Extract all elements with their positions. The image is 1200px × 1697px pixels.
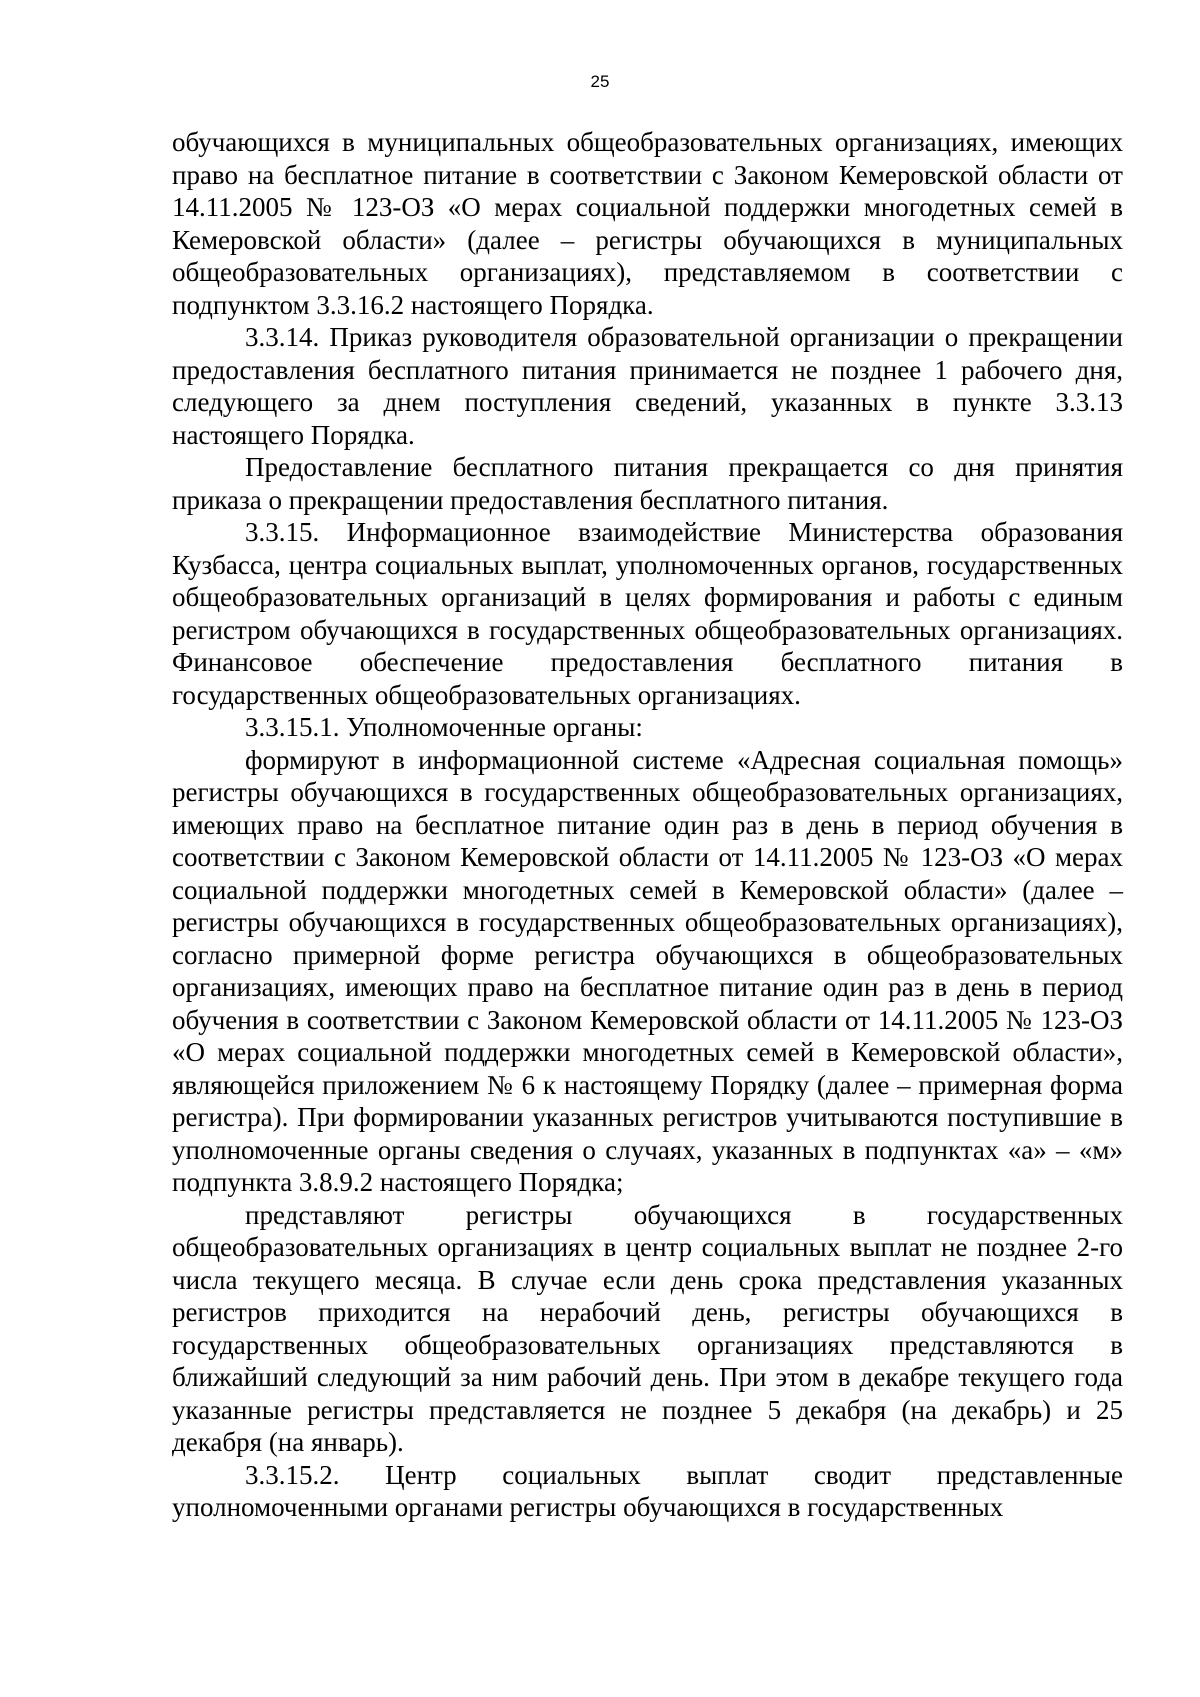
paragraph-3-3-15-1: 3.3.15.1. Уполномоченные органы: [245, 712, 643, 742]
document-body [172, 126, 1123, 1524]
paragraph-3-3-14: 3.3.14. Приказ руководителя образовательной организации о прекращении предоставления бесплатного питания принимается не позднее 1 рабочего дня, следующего за днем поступления сведений, указанных в пункте 3.3.13 настоящего Порядка. [172, 322, 1123, 450]
paragraph-continuation: обучающихся в муниципальных общеобразовательных организациях, имеющих право на бесплатное питание в соответствии с Законом Кемеровской области от 14.11.2005 № 123-ОЗ «О мерах социальной поддержки многодетных семей в Кемеровской области» (далее – регистры обучающихся в муниципальных общеобразовательных организациях), представляемом в соответствии с подпунктом 3.3.16.2 настоящего Порядка. [172, 127, 1123, 320]
paragraph-3-3-15: 3.3.15. Информационное взаимодействие Министерства образования Кузбасса, центра социальных выплат, уполномоченных органов, государственных общеобразовательных организаций в целях формирования и работы с единым регистром обучающихся в государственных общеобразовательных организациях. Финансовое обеспечение предоставления бесплатного питания в государственных общеобразовательных организациях. [172, 517, 1123, 710]
paragraph-form-registers: формируют в информационной системе «Адресная социальная помощь» регистры обучающихся в государственных общеобразовательных организациях, имеющих право на бесплатное питание один раз в день в период обучения в соответствии с Законом Кемеровской области от 14.11.2005 № 123-ОЗ «О мерах социальной поддержки многодетных семей в Кемеровской области» (далее – регистры обучающихся в государственных общеобразовательных организациях), согласно примерной форме регистра обучающихся в общеобразовательных организациях, имеющих право на бесплатное питание один раз в день в период обучения в соответствии с Законом Кемеровской области от 14.11.2005 № 123-ОЗ «О мерах социальной поддержки многодетных семей в Кемеровской области», являющейся приложением № 6 к настоящему Порядку (далее – примерная форма регистра). При формировании указанных регистров учитываются поступившие в уполномоченные органы сведения о случаях, указанных в подпунктах «а» – «м» подпункта 3.8.9.2 настоящего Порядка; [172, 744, 1123, 1197]
paragraph-submit-registers: представляют регистры обучающихся в государственных общеобразовательных организациях в центр социальных выплат не позднее 2-го числа текущего месяца. В случае если день срока представления указанных регистров приходится на нерабочий день, регистры обучающихся в государственных общеобразовательных организациях представляются в ближайший следующий за ним рабочий день. При этом в декабре текущего года указанные регистры представляется не позднее 5 декабря (на декабрь) и 25 декабря (на январь). [172, 1199, 1123, 1457]
paragraph-3-3-15-2: 3.3.15.2. Центр социальных выплат сводит представленные уполномоченными органами регистры обучающихся в государственных [172, 1459, 1123, 1522]
page-number: 25 [590, 72, 610, 91]
paragraph-termination: Предоставление бесплатного питания прекращается со дня принятия приказа о прекращении предоставления бесплатного питания. [172, 452, 1123, 515]
